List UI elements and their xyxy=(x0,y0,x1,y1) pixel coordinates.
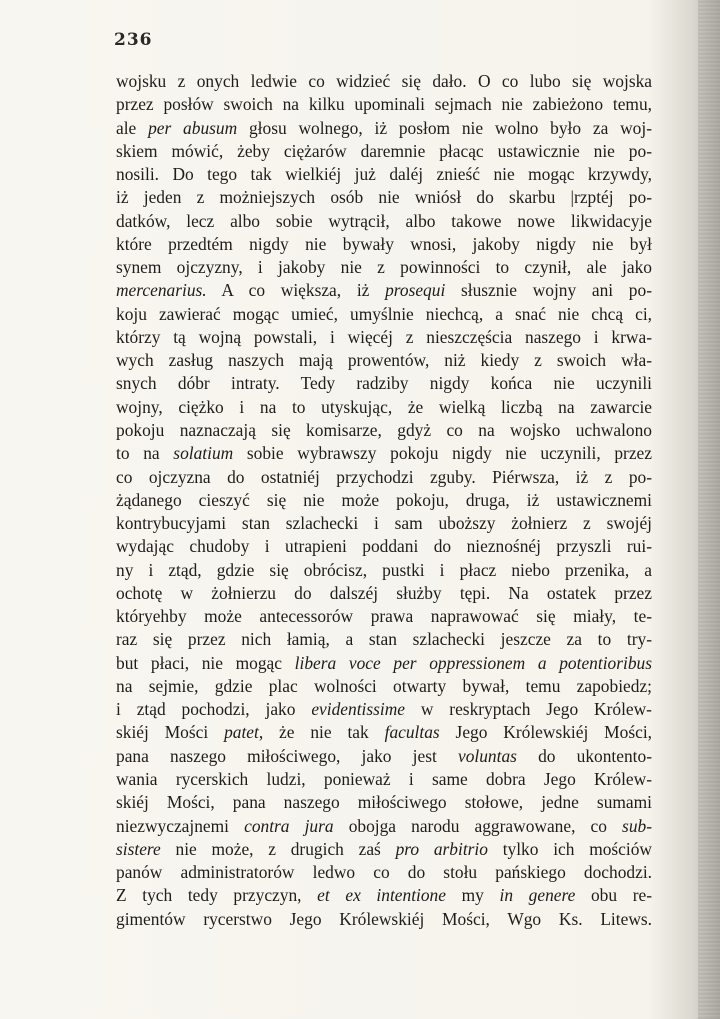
text-run: ale xyxy=(116,117,149,138)
text-line xyxy=(116,908,652,931)
text-line xyxy=(116,675,652,698)
text-line xyxy=(116,186,652,209)
text-run: panów administratorów ledwo co do stołu pańskiego dochodzi. xyxy=(116,862,652,883)
italic-text: in genere xyxy=(499,885,576,906)
text-run: my xyxy=(445,885,500,906)
text-run: niezwyczajnemi xyxy=(116,815,245,836)
text-run: kontrybucyjami stan szlachecki i sam uboższy żołnierz z swojéj xyxy=(116,513,652,534)
text-run: but płaci, nie mogąc xyxy=(116,652,295,673)
text-line xyxy=(116,815,652,838)
text-line xyxy=(116,372,652,395)
text-line xyxy=(116,256,652,279)
text-run: tylko ich mościów xyxy=(487,838,652,859)
page-number: 236 xyxy=(114,30,153,50)
text-line xyxy=(116,396,652,419)
text-line xyxy=(116,559,652,582)
text-line xyxy=(116,628,652,651)
text-line xyxy=(116,233,652,256)
text-run: skiéj Mości xyxy=(116,722,225,743)
italic-text: contra jura xyxy=(244,815,334,836)
italic-text: solatium xyxy=(173,443,234,464)
text-run: obu re- xyxy=(575,885,653,906)
text-run: skiéj Mości, pana naszego miłościwego stołowe, jedne sumami xyxy=(116,792,652,813)
italic-text: evidentissime xyxy=(311,699,405,720)
text-line xyxy=(116,791,652,814)
text-run: skiem mówić, żeby ciężarów daremnie płacąc ustawicznie nie po- xyxy=(116,140,652,161)
text-line xyxy=(116,303,652,326)
text-run: wojny, ciężko i na to utyskując, że wielką liczbą na zawarcie xyxy=(116,396,652,417)
text-run: pokoju naznaczają się komisarze, gdyż co na wojsko uchwalono xyxy=(116,419,652,440)
italic-text: libera voce per oppressionem a potentioribus xyxy=(294,652,652,673)
text-run: głosu wolnego, iż posłom nie wolno było za woj- xyxy=(237,117,652,138)
text-run: nosili. Do tego tak wielkiéj już daléj znieść nie mogąc krzywdy, xyxy=(116,164,652,185)
italic-text: sub- xyxy=(622,815,652,836)
text-line xyxy=(116,861,652,884)
italic-text: et ex intentione xyxy=(317,885,446,906)
text-run: żądanego cieszyć się nie może pokoju, druga, iż ustawicznemi xyxy=(116,489,652,510)
text-run: co ojczyzna do ostatniéj przychodzi zguby. Piérwsza, iż z po- xyxy=(116,466,652,487)
text-run: datków, lecz albo sobie wytrącił, albo takowe nowe likwidacyje xyxy=(116,210,652,231)
text-line xyxy=(116,721,652,744)
text-line xyxy=(116,512,652,535)
italic-text: mercenarius. xyxy=(116,280,207,301)
text-run: wydając chudoby i utrapieni poddani do nieznośnéj przyszli rui- xyxy=(116,536,652,557)
text-line xyxy=(116,117,652,140)
text-run: snych dóbr intraty. Tedy radziby nigdy końca nie uczynili xyxy=(116,373,652,394)
text-line xyxy=(116,535,652,558)
text-run: gimentów rycerstwo Jego Królewskiéj Mości, Wgo Ks. Litews. xyxy=(116,908,652,929)
text-run: pana naszego miłościwego, jako jest xyxy=(116,745,458,766)
text-run: któryehby może antecessorów prawa naprawować się miały, te- xyxy=(116,606,652,627)
text-line xyxy=(116,605,652,628)
text-run: wojsku z onych ledwie co widzieć się dało. O co lubo się wojska xyxy=(116,71,652,91)
text-line xyxy=(116,349,652,372)
text-line xyxy=(116,442,652,465)
text-run: do ukontento- xyxy=(516,745,652,766)
text-line xyxy=(116,838,652,861)
text-line xyxy=(116,163,652,186)
text-line xyxy=(116,884,652,907)
text-run: którzy tą wojną powstali, i więcéj z nieszczęścia naszego i krwa- xyxy=(116,326,652,347)
italic-text: sistere xyxy=(116,838,161,859)
text-run: i ztąd pochodzi, jako xyxy=(116,699,312,720)
italic-text: facultas xyxy=(384,722,440,743)
text-run: Z tych tedy przyczyn, xyxy=(116,885,318,906)
text-line xyxy=(116,466,652,489)
text-run: na sejmie, gdzie plac wolności otwarty bywał, temu zapobiedz; xyxy=(116,675,652,696)
text-run: wych zasług naszych mają prowentów, niż kiedy z swoich wła- xyxy=(116,350,652,371)
text-line xyxy=(116,582,652,605)
text-line xyxy=(116,140,652,163)
text-line xyxy=(116,279,652,302)
text-line xyxy=(116,698,652,721)
italic-text: prosequi xyxy=(385,280,446,301)
text-line xyxy=(116,70,652,93)
italic-text: pro arbitrio xyxy=(395,838,488,859)
italic-text: per abusum xyxy=(148,117,238,138)
text-line xyxy=(116,652,652,675)
text-line xyxy=(116,745,652,768)
text-line xyxy=(116,93,652,116)
text-run: synem ojczyzny, i jakoby nie z powinności to czynił, ale jako xyxy=(116,257,652,278)
text-line xyxy=(116,489,652,512)
italic-text: patet xyxy=(224,722,259,743)
text-run: sobie wybrawszy pokoju nigdy nie uczynili, przez xyxy=(233,443,652,464)
text-run: przez posłów swoich na kilku upominali sejmach nie zabieżono temu, xyxy=(116,94,652,115)
page-edge-shadow xyxy=(698,0,720,1019)
text-line xyxy=(116,326,652,349)
text-run: Jego Królewskiéj Mości, xyxy=(439,722,652,743)
text-run: które przedtém nigdy nie bywały wnosi, jakoby nigdy nie był xyxy=(116,233,652,254)
text-line xyxy=(116,768,652,791)
italic-text: voluntas xyxy=(457,745,517,766)
text-run: obojga narodu aggrawowane, co xyxy=(333,815,623,836)
text-line xyxy=(116,210,652,233)
text-line xyxy=(116,419,652,442)
text-run: raz się przez nich łamią, a stan szlachecki jeszcze za to try- xyxy=(116,629,652,650)
text-run: wania rycerskich ludzi, ponieważ i same dobra Jego Królew- xyxy=(116,768,652,789)
text-run: A co większa, iż xyxy=(206,280,386,301)
text-run: , że nie tak xyxy=(258,722,385,743)
text-run: iż jeden z możniejszych osób nie wniósł do skarbu |rzptéj po- xyxy=(116,187,652,208)
body-text xyxy=(116,70,652,931)
text-run: słusznie wojny ani po- xyxy=(445,280,652,301)
text-run: ochotę w żołnierzu do dalszéj służby tępi. Na ostatek przez xyxy=(116,582,652,603)
text-run: nie może, z drugich zaś xyxy=(160,838,396,859)
text-run: koju zawierać mogąc umieć, umyślnie niechcą, a snać nie chcą ci, xyxy=(116,303,652,324)
text-run: ny i ztąd, gdzie się obrócisz, pustki i płacz niebo przenika, a xyxy=(116,559,652,580)
text-run: to na xyxy=(116,443,174,464)
text-run: w reskryptach Jego Królew- xyxy=(405,699,652,720)
